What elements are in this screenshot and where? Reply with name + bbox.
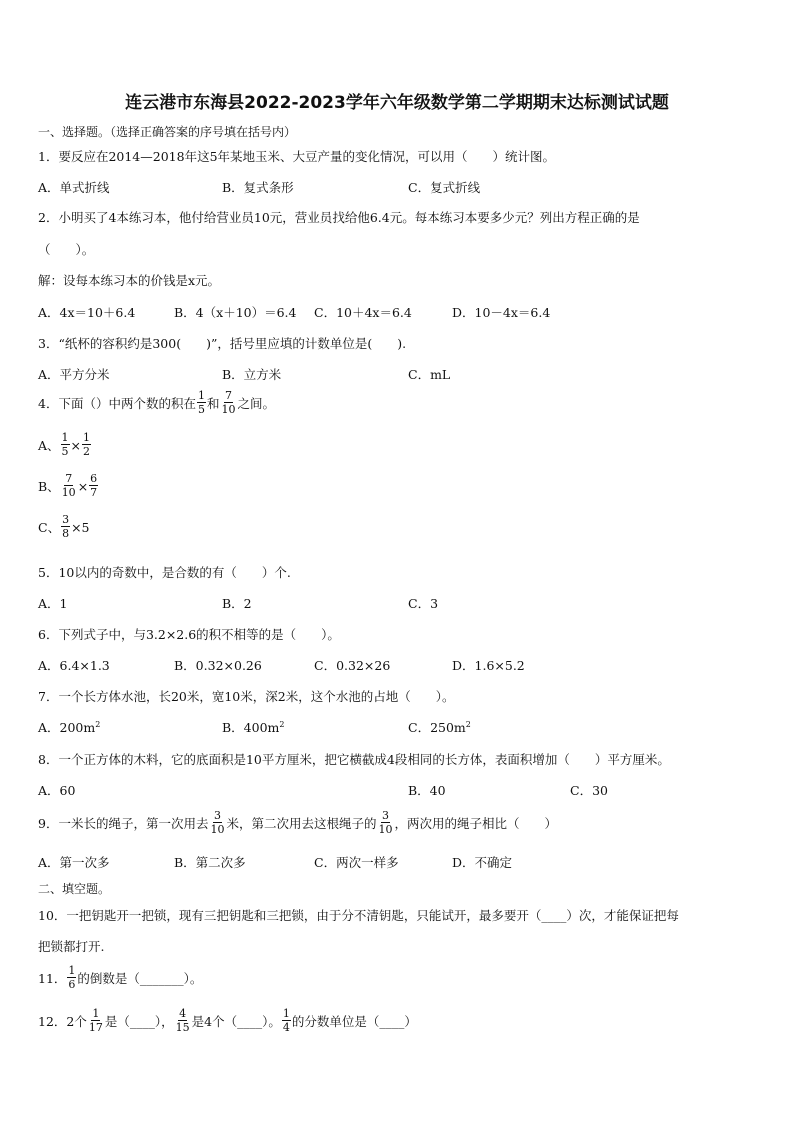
q1-option-c: C．复式折线	[408, 180, 481, 195]
q7-option-b: B．$400m^2$	[222, 719, 285, 735]
question-12: 12．2个 $\frac{1}{17}$ 是（____）， $\frac{4}{15}$ 是4个（____）。 $\frac{1}{4}$ 的分数单位是（____）	[38, 1007, 417, 1034]
q1-option-b: B．复式条形	[222, 180, 294, 195]
q5-option-b: B．2	[222, 596, 252, 611]
q9-option-b: B．第二次多	[174, 855, 246, 870]
question-1: 1．要反应在2014—2018年这5年某地玉米、大豆产量的变化情况，可以用（ ）统计图。	[38, 149, 556, 164]
q11-fraction: $\frac{1}{6}$	[68, 964, 76, 991]
q9-option-d: D．不确定	[452, 855, 513, 870]
question-4	[38, 389, 275, 417]
q1-option-a: A．单式折线	[38, 180, 110, 195]
question-2-line1: 2．小明买了4本练习本，他付给营业员10元，营业员找给他6.4元。每本练习本要多少元？列出方程正确的是	[38, 210, 640, 225]
q2-option-b: B．4（x＋10）＝6.4	[174, 305, 297, 320]
question-8: 8．一个正方体的木料，它的底面积是10平方厘米，把它横截成4段相同的长方体，表面积增加（ ）平方厘米。	[38, 752, 670, 767]
question-6: 6．下列式子中，与3.2×2.6的积不相等的是（ ）。	[38, 627, 340, 642]
question-10-line1: 10．一把钥匙开一把锁，现有三把钥匙和三把锁，由于分不清钥匙，只能试开，最多要开（____）次，才能保证把每	[38, 908, 679, 923]
q2-option-a: A．4x＝10＋6.4	[38, 305, 136, 320]
q4-option-b: B、 $\frac{7}{10}$ × $\frac{6}{7}$	[38, 472, 98, 499]
q4-option-a: A、 $\frac{1}{5}$ × $\frac{1}{2}$	[38, 431, 91, 458]
q5-option-c: C．3	[408, 596, 439, 611]
question-5: 5．10以内的奇数中，是合数的有（ ）个.	[38, 565, 291, 580]
section-heading-fill: 二、填空题。	[38, 882, 111, 896]
q6-option-a: A．6.4×1.3	[38, 658, 110, 673]
question-2-note: 解：设每本练习本的价钱是x元。	[38, 273, 221, 288]
q9-fraction-2: $\frac{3}{10}$	[378, 809, 393, 836]
question-3: 3．“纸杯的容积约是300( )”，括号里应填的计数单位是( ).	[38, 336, 407, 351]
q12-fraction-1: $\frac{1}{17}$	[88, 1007, 103, 1034]
q9-option-a: A．第一次多	[38, 855, 110, 870]
question-10-line2: 把锁都打开.	[38, 939, 105, 954]
section-heading-choice: 一、选择题。（选择正确答案的序号填在括号内）	[38, 125, 297, 139]
q6-option-b: B．0.32×0.26	[174, 658, 262, 673]
q5-option-a: A．1	[38, 596, 68, 611]
q6-option-d: D．1.6×5.2	[452, 658, 525, 673]
q12-fraction-3: $\frac{1}{4}$	[282, 1007, 290, 1034]
q6-option-c: C．0.32×26	[314, 658, 391, 673]
q12-fraction-2: $\frac{4}{15}$	[175, 1007, 190, 1034]
q8-option-a: A．60	[38, 783, 76, 798]
q3-option-c: C．mL	[408, 367, 451, 382]
q8-option-c: C．30	[570, 783, 608, 798]
q4-option-c: C、 $\frac{3}{8}$ ×5	[38, 513, 90, 540]
question-9: 9．一米长的绳子，第一次用去 $\frac{3}{10}$ 米，第二次用去这根绳子的 $\frac{3}{10}$ ，两次用的绳子相比（ ）	[38, 809, 557, 836]
q7-option-a: A．$200m^2$	[38, 719, 101, 735]
q4-suffix: 之间。	[237, 396, 275, 411]
q4-fraction-1: $\frac{1}{5}$	[197, 389, 205, 416]
q3-option-b: B．立方米	[222, 367, 282, 382]
question-11: 11． $\frac{1}{6}$ 的倒数是（_______）。	[38, 964, 203, 991]
page-title: 连云港市东海县2022-2023学年六年级数学第二学期期末达标测试试题	[125, 93, 669, 113]
question-2-line2: （ ）。	[38, 242, 95, 257]
q2-option-d: D．10－4x＝6.4	[452, 305, 551, 320]
q8-option-b: B．40	[408, 783, 446, 798]
q9-fraction-1: $\frac{3}{10}$	[210, 809, 225, 836]
q4-fraction-2: $\frac{7}{10}$	[221, 389, 236, 416]
q9-option-c: C．两次一样多	[314, 855, 399, 870]
q3-option-a: A．平方分米	[38, 367, 110, 382]
q7-option-c: C．$250m^2$	[408, 719, 471, 735]
q4-prefix: 4．下面（）中两个数的积在	[38, 396, 196, 411]
question-7: 7．一个长方体水池，长20米，宽10米，深2米，这个水池的占地（ ）。	[38, 689, 455, 704]
q2-option-c: C．10＋4x＝6.4	[314, 305, 412, 320]
q4-mid: 和	[206, 396, 220, 411]
